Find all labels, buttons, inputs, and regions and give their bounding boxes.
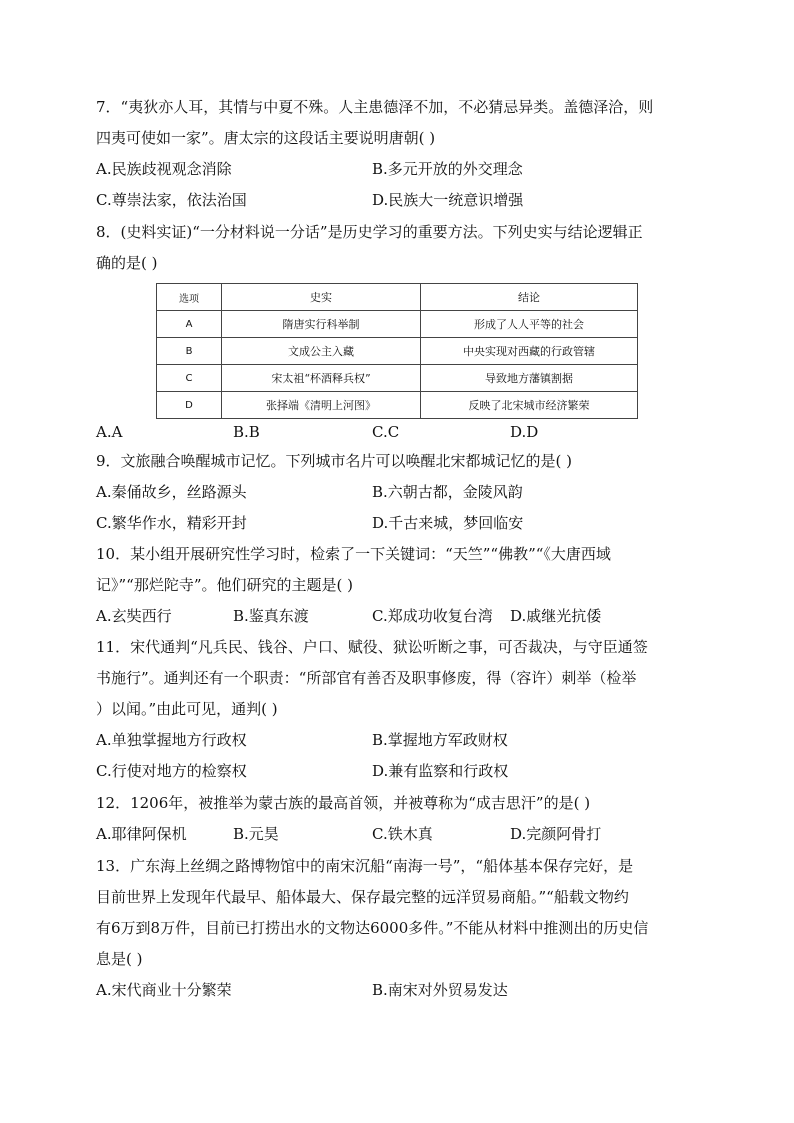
- question-11: [96, 632, 696, 787]
- table-header-row: [157, 284, 638, 311]
- option-b: B.元昊: [233, 825, 279, 843]
- table-cell: A: [157, 311, 222, 338]
- question-stem-line: 息是( ): [96, 950, 143, 968]
- question-8: [96, 217, 696, 279]
- option-c: C.行使对地方的检察权: [96, 762, 247, 780]
- options-row: [96, 154, 696, 185]
- table-cell: 形成了人人平等的社会: [421, 311, 638, 338]
- option-c: C.郑成功收复台湾: [372, 607, 493, 625]
- table-header-cell: 史实: [222, 284, 421, 311]
- options-row: [96, 508, 696, 539]
- question-stem-line: 9．文旅融合唤醒城市记忆。下列城市名片可以唤醒北宋都城记忆的是( ): [96, 452, 573, 470]
- question-stem-line: 10．某小组开展研究性学习时，检索了一下关键词：“天竺”“佛教”“《大唐西域: [96, 545, 611, 563]
- options-row: [96, 725, 696, 756]
- option-b: B.B: [233, 423, 260, 441]
- table-cell: 导致地方藩镇割据: [421, 365, 638, 392]
- question-stem-line: 有6万到8万件，目前已打捞出水的文物达6000多件。”不能从材料中推测出的历史信: [96, 919, 649, 937]
- options-row: [96, 975, 696, 1006]
- question-stem-line: 11．宋代通判“凡兵民、钱谷、户口、赋役、狱讼听断之事，可否裁决，与守臣通签: [96, 638, 648, 656]
- option-d: D.千古来城，梦回临安: [372, 514, 524, 532]
- question-stem-line: 7．“夷狄亦人耳，其情与中夏不殊。人主患德泽不加，不必猜忌异类。盖德泽洽，则: [96, 98, 654, 116]
- question-stem-line: 8．(史料实证)“一分材料说一分话”是历史学习的重要方法。下列史实与结论逻辑正: [96, 223, 643, 241]
- question-stem-line: 13．广东海上丝绸之路博物馆中的南宋沉船“南海一号”，“船体基本保存完好，是: [96, 857, 634, 875]
- option-d: D.完颜阿骨打: [510, 825, 602, 843]
- option-d: D.戚继光抗倭: [510, 607, 602, 625]
- option-c: C.繁华作水，精彩开封: [96, 514, 247, 532]
- option-d: D.兼有监察和行政权: [372, 762, 509, 780]
- options-row: [96, 185, 696, 216]
- table-cell: 隋唐实行科举制: [222, 311, 421, 338]
- question-stem-line: 书施行”。通判还有一个职责：“所部官有善否及职事修废，得（容许）刺举（检举: [96, 669, 637, 687]
- option-a: A.单独掌握地方行政权: [96, 731, 247, 749]
- question-stem-line: 四夷可使如一家”。唐太宗的这段话主要说明唐朝( ): [96, 129, 436, 147]
- table-header-cell: 选项: [157, 284, 222, 311]
- table-cell: B: [157, 338, 222, 365]
- table-cell: D: [157, 392, 222, 419]
- options-row: [96, 417, 696, 448]
- option-a: A.耶律阿保机: [96, 825, 187, 843]
- table-cell: C: [157, 365, 222, 392]
- option-c: C.尊崇法家，依法治国: [96, 191, 247, 209]
- table-row: [157, 311, 638, 338]
- option-a: A.宋代商业十分繁荣: [96, 981, 232, 999]
- question-stem-line: ）以闻。”由此可见，通判( ): [96, 700, 278, 718]
- option-d: D.民族大一统意识增强: [372, 191, 524, 209]
- question-9: [96, 446, 696, 539]
- question-stem-line: 目前世界上发现年代最早、船体最大、保存最完整的远洋贸易商船。”“船载文物约: [96, 888, 629, 906]
- option-a: A.秦俑故乡，丝路源头: [96, 483, 247, 501]
- options-row: [96, 756, 696, 787]
- table-cell: 反映了北宋城市经济繁荣: [421, 392, 638, 419]
- table-cell: 文成公主入藏: [222, 338, 421, 365]
- option-a: A.玄奘西行: [96, 607, 172, 625]
- table-cell: 张择端《清明上河图》: [222, 392, 421, 419]
- table-cell: 中央实现对西藏的行政管辖: [421, 338, 638, 365]
- options-row: [96, 819, 696, 850]
- table-row: [157, 365, 638, 392]
- table-header-cell: 结论: [421, 284, 638, 311]
- question-12: [96, 788, 696, 850]
- question-13: [96, 851, 696, 1006]
- history-facts-table: [156, 283, 638, 419]
- option-c: C.C: [372, 423, 400, 441]
- options-row: [96, 601, 696, 632]
- question-10: [96, 539, 696, 632]
- option-a: A.民族歧视观念消除: [96, 160, 232, 178]
- option-b: B.多元开放的外交理念: [372, 160, 523, 178]
- table-row: [157, 392, 638, 419]
- option-b: B.掌握地方军政财权: [372, 731, 508, 749]
- question-stem-line: 确的是( ): [96, 254, 158, 272]
- option-b: B.鉴真东渡: [233, 607, 309, 625]
- question-stem-line: 记》”“那烂陀寺”。他们研究的主题是( ): [96, 576, 353, 594]
- option-c: C.铁木真: [372, 825, 433, 843]
- question-7: [96, 92, 696, 216]
- option-b: B.南宋对外贸易发达: [372, 981, 508, 999]
- option-a: A.A: [96, 423, 123, 441]
- question-stem-line: 12．1206年，被推举为蒙古族的最高首领，并被尊称为“成吉思汗”的是( ): [96, 794, 591, 812]
- options-row: [96, 477, 696, 508]
- option-b: B.六朝古都，金陵风韵: [372, 483, 523, 501]
- table-row: [157, 338, 638, 365]
- option-d: D.D: [510, 423, 539, 441]
- question-8-options: [96, 417, 696, 448]
- table-cell: 宋太祖“杯酒释兵权”: [222, 365, 421, 392]
